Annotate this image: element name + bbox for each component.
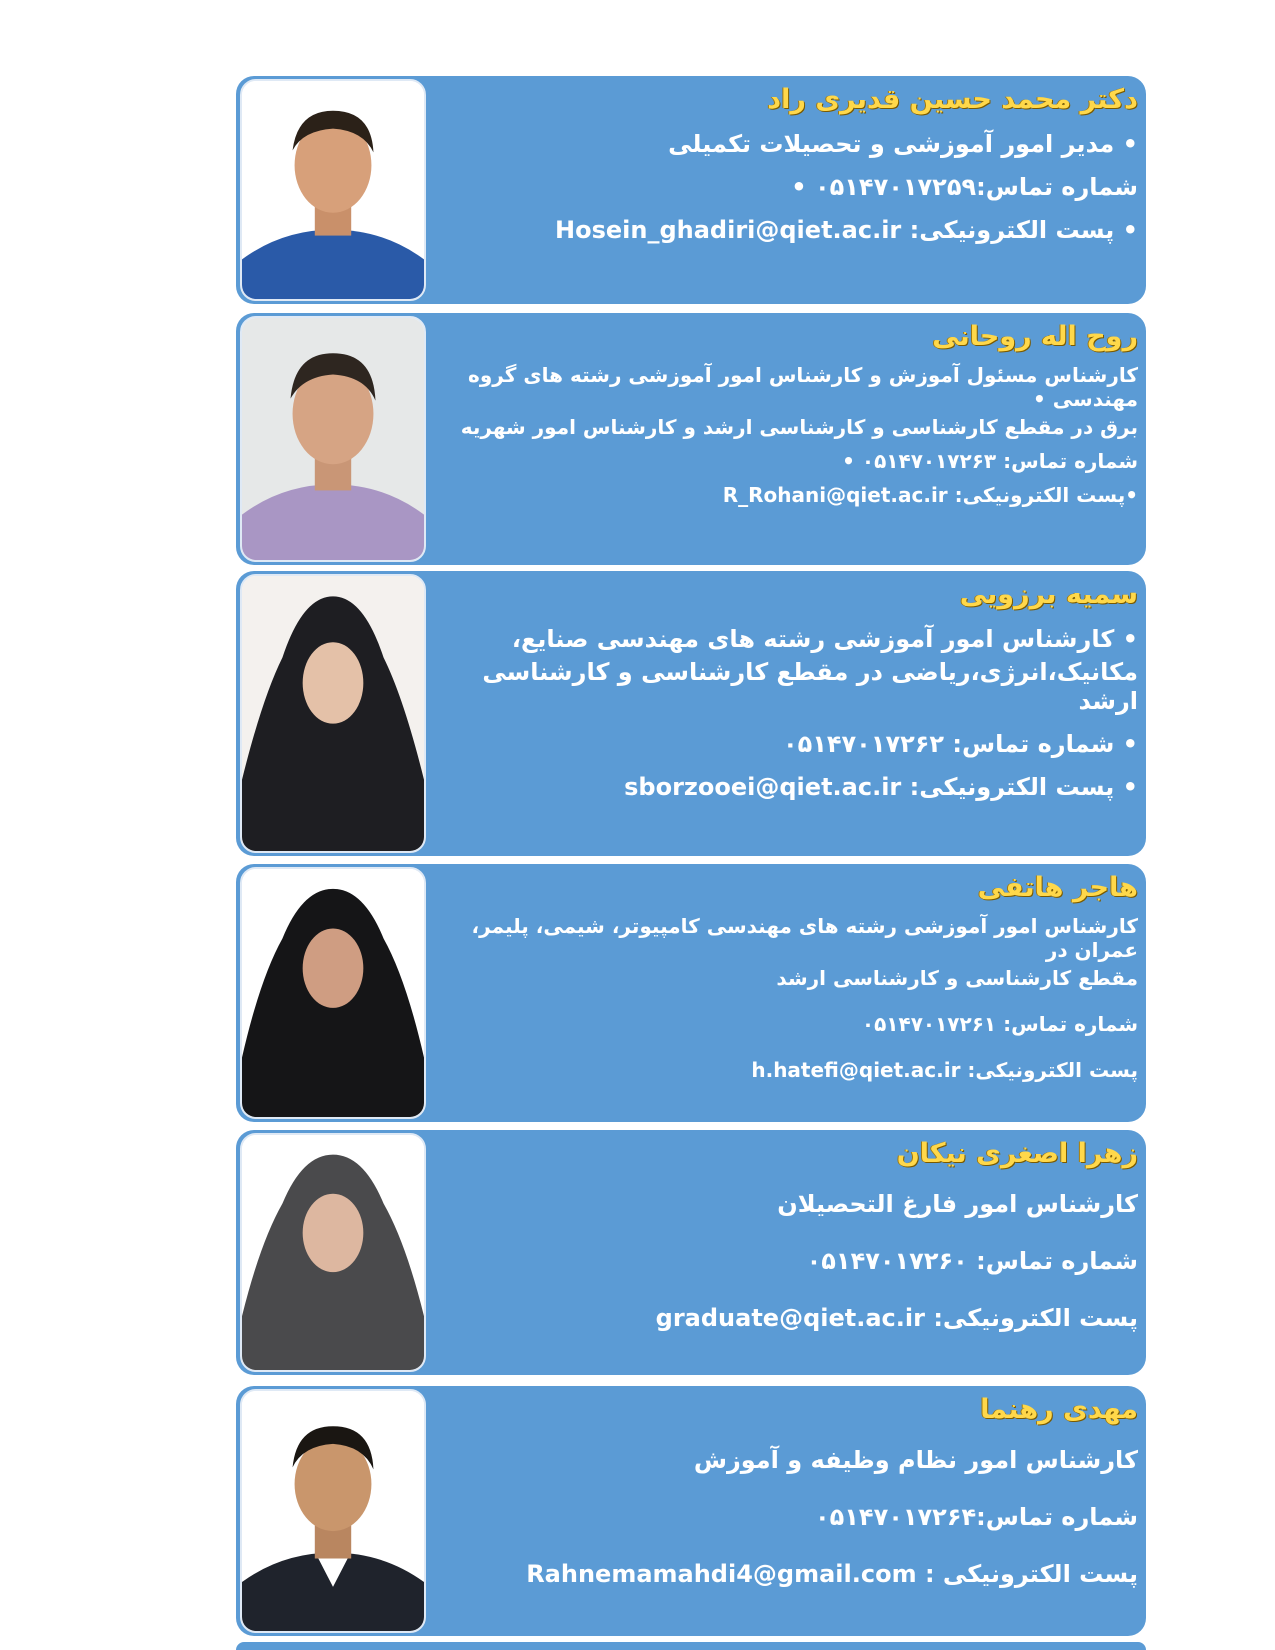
staff-phone: شماره تماس: ۰۵۱۴۷۰۱۷۲۶۳ • — [842, 449, 1138, 474]
staff-photo — [240, 316, 426, 562]
staff-name: روح اله روحانی — [932, 321, 1138, 352]
staff-name: هاجر هاتفی — [977, 872, 1138, 903]
staff-card — [236, 313, 1146, 565]
email-label: پست الکترونیکی: — [933, 1303, 1138, 1332]
email-label: • پست الکترونیکی: — [909, 772, 1138, 801]
staff-info — [436, 579, 1138, 852]
staff-photo — [240, 79, 426, 301]
staff-photo — [240, 1389, 426, 1633]
staff-email[interactable]: graduate@qiet.ac.ir — [655, 1303, 925, 1332]
staff-card — [236, 571, 1146, 856]
staff-name: زهرا اصغری نیکان — [896, 1138, 1138, 1169]
staff-info — [436, 84, 1138, 300]
staff-role: کارشناس امور فارغ التحصیلان — [777, 1190, 1138, 1219]
staff-role-line2: برق در مقطع کارشناسی و کارشناسی ارشد و کارشناس امور شهریه — [460, 415, 1138, 440]
staff-photo — [240, 574, 426, 853]
staff-card — [236, 864, 1146, 1122]
staff-role: • مدیر امور آموزشی و تحصیلات تکمیلی — [668, 130, 1138, 159]
staff-photo — [240, 1133, 426, 1372]
staff-info — [436, 872, 1138, 1118]
staff-info — [436, 1138, 1138, 1371]
staff-email-row — [436, 483, 1138, 507]
staff-info — [436, 1394, 1138, 1632]
email-label: •پست الکترونیکی: — [954, 483, 1138, 508]
staff-email-row — [436, 1560, 1138, 1589]
staff-name: سمیه برزویی — [959, 579, 1138, 610]
email-label: پست الکترونیکی: — [967, 1058, 1138, 1083]
staff-phone: شماره تماس: ۰۵۱۴۷۰۱۷۲۶۱ — [861, 1012, 1138, 1037]
staff-phone: شماره تماس:۰۵۱۴۷۰۱۷۲۵۹ • — [791, 173, 1138, 202]
email-label: • پست الکترونیکی: — [909, 215, 1138, 244]
staff-role: کارشناس امور نظام وظیفه و آموزش — [693, 1446, 1138, 1475]
staff-email[interactable]: h.hatefi@qiet.ac.ir — [751, 1058, 961, 1083]
staff-email-row — [436, 216, 1138, 245]
staff-email[interactable]: Hosein_ghadiri@qiet.ac.ir — [555, 215, 902, 244]
staff-name: دکتر محمد حسین قدیری راد — [767, 84, 1138, 115]
staff-photo — [240, 867, 426, 1119]
staff-role-line1: کارشناس مسئول آموزش و کارشناس امور آموزشی رشته های گروه مهندسی • — [468, 363, 1138, 412]
staff-role-line2: مقطع کارشناسی و کارشناسی ارشد — [776, 966, 1138, 991]
staff-role-line2: مکانیک،انرژی،ریاضی در مقطع کارشناسی و کارشناسی ارشد — [482, 658, 1138, 715]
staff-phone: شماره تماس:۰۵۱۴۷۰۱۷۲۶۴ — [814, 1503, 1138, 1532]
staff-card — [236, 1130, 1146, 1375]
next-card-edge — [236, 1642, 1146, 1650]
staff-role-line1: • کارشناس امور آموزشی رشته های مهندسی صنایع، — [511, 625, 1138, 654]
staff-role-line1: کارشناس امور آموزشی رشته های مهندسی کامپیوتر، شیمی، پلیمر، عمران در — [471, 914, 1138, 963]
staff-email[interactable]: sborzooei@qiet.ac.ir — [624, 772, 902, 801]
staff-phone: شماره تماس: ۰۵۱۴۷۰۱۷۲۶۰ — [806, 1247, 1138, 1276]
staff-email-row — [436, 773, 1138, 802]
staff-info — [436, 321, 1138, 561]
staff-card — [236, 76, 1146, 304]
staff-name: مهدی رهنما — [980, 1394, 1138, 1425]
staff-email-row — [436, 1304, 1138, 1333]
email-label: پست الکترونیکی : — [924, 1559, 1138, 1588]
staff-email-row — [436, 1058, 1138, 1082]
staff-card — [236, 1386, 1146, 1636]
staff-email[interactable]: R_Rohani@qiet.ac.ir — [722, 483, 948, 508]
staff-email[interactable]: Rahnemamahdi4@gmail.com — [526, 1559, 917, 1588]
staff-phone: • شماره تماس: ۰۵۱۴۷۰۱۷۲۶۲ — [782, 729, 1138, 758]
